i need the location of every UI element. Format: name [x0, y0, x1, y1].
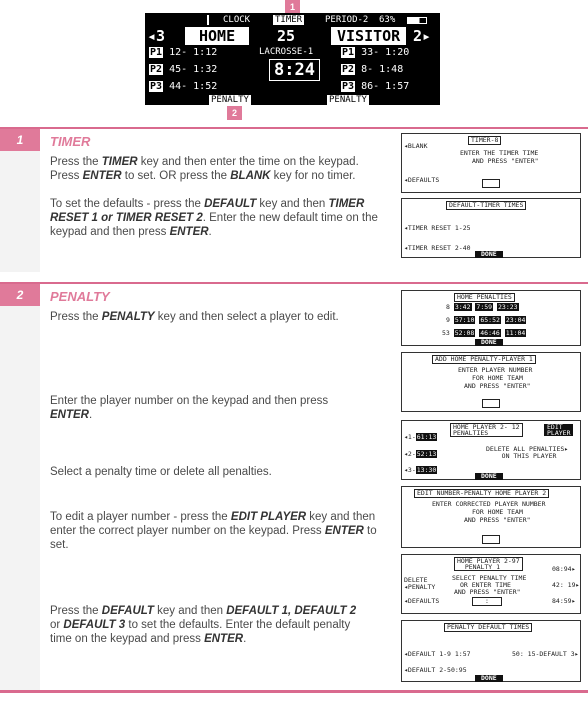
home-team-label: HOME [185, 27, 249, 45]
battery-percent: 63% [379, 15, 396, 25]
penalty-step-edit: To edit a player number - press the EDIT PLAYER key and then enter the correct player number on the keypad. Press ENTER to set. [50, 511, 377, 551]
home-penalty-label: PENALTY [211, 95, 249, 105]
lcd-penalty-3[interactable]: ◂3-13:30 [404, 466, 437, 474]
timer-label: TIMER [275, 15, 303, 25]
lcd-preset-2[interactable]: 42: 19▸ [552, 581, 580, 589]
lcd-done-button[interactable]: DONE [475, 251, 503, 258]
lcd-edit-player-softkey[interactable]: EDIT PLAYER [544, 424, 573, 436]
home-penalty-row: P2 45- 1:32 [150, 64, 218, 75]
lcd-defaults-softkey[interactable]: ◂DEFAULTS [404, 176, 440, 184]
timer-value: 25 [277, 27, 296, 45]
lcd-delete-penalty[interactable]: DELETE ◂PENALTY [404, 576, 436, 591]
lcd-header: ADD HOME PENALTY-PLAYER 1 [432, 355, 536, 364]
lcd-preset-1[interactable]: 08:94▸ [552, 565, 576, 573]
penalty-step-select: Press the PENALTY key and then select a player to edit. [50, 311, 339, 323]
visitor-penalty-label: PENALTY [329, 95, 367, 105]
lcd-preset-3[interactable]: 84:59▸ [552, 597, 576, 605]
timer-instructions: Press the TIMER key and then enter the time on the keypad. Press ENTER to set. OR press the BLANK key for no timer. [50, 156, 359, 182]
lcd-edit-number-screen [401, 486, 581, 548]
lcd-add-penalty-screen [401, 352, 581, 412]
period-label: PERIOD-2 [325, 15, 369, 25]
lcd-penalty-row[interactable]: 53 52:08 46:46 11:04 [442, 329, 526, 337]
lcd-text: AND PRESS "ENTER" [464, 516, 531, 524]
lcd-time-entry: : [472, 597, 502, 606]
section-title: TIMER [50, 134, 91, 149]
visitor-team-label: VISITOR [331, 27, 406, 45]
lcd-text: ENTER THE TIMER TIME [460, 149, 539, 157]
lcd-penalty-1[interactable]: ◂1-61:13 [404, 433, 437, 441]
home-penalty-row: P3 44- 1:52 [150, 81, 218, 92]
lcd-text: ENTER PLAYER NUMBER [458, 366, 533, 374]
lcd-timer-screen [401, 133, 581, 193]
lcd-done-button[interactable]: DONE [475, 339, 503, 346]
lcd-text: FOR HOME TEAM [472, 508, 523, 516]
timer-default-instructions: To set the defaults - press the DEFAULT key and then TIMER RESET 1 or TIMER RESET 2. Enter the new default time on the keypad and then press ENTER. [50, 198, 378, 238]
lcd-text: AND PRESS "ENTER" [472, 157, 539, 165]
lcd-penalty-entry-screen [401, 554, 581, 614]
bottom-rule [0, 690, 588, 693]
lcd-text: OR ENTER TIME [460, 581, 511, 589]
visitor-penalty-row: P1 33- 1:20 [342, 47, 410, 58]
lcd-blank-softkey[interactable]: ◂BLANK [404, 142, 428, 150]
penalty-step-time: Select a penalty time or delete all penalties. [50, 466, 272, 478]
penalty-step-number: Enter the player number on the keypad and then press ENTER. [50, 395, 329, 421]
lcd-penalty-row[interactable]: 9 57:10 65:52 23:04 [446, 316, 526, 324]
callout-badge-2: 2 [227, 106, 242, 120]
lcd-default-2[interactable]: ◂DEFAULT 2-50:95 [404, 666, 467, 674]
lcd-default-3[interactable]: 50: 15-DEFAULT 3▸ [512, 650, 579, 658]
lcd-timer-reset-1[interactable]: ◂TIMER RESET 1-25 [404, 224, 471, 232]
lcd-done-button[interactable]: DONE [475, 675, 503, 682]
game-clock: 8:24 [269, 59, 320, 81]
lcd-entry-box [482, 535, 500, 544]
penalty-step-defaults: Press the DEFAULT key and then DEFAULT 1, DEFAULT 2 or DEFAULT 3 to set the defaults. Enter the default penalty time on the keypad and press ENTER. [50, 605, 357, 645]
lcd-header: HOME PLAYER 2-97 PENALTY 1 [454, 557, 523, 571]
lcd-header: HOME PLAYER 2- 12 PENALTIES [450, 423, 523, 437]
visitor-penalty-row: P2 8- 1:48 [342, 64, 404, 75]
section-sidebar [0, 306, 40, 690]
home-penalty-row: P1 12- 1:12 [150, 47, 218, 58]
lcd-header: EDIT NUMBER-PENALTY HOME PLAYER 2 [414, 489, 549, 498]
lcd-text: AND PRESS "ENTER" [464, 382, 531, 390]
lcd-text: FOR HOME TEAM [472, 374, 523, 382]
lcd-player-penalties-screen [401, 420, 581, 480]
lcd-entry-box [482, 179, 500, 188]
section-number: 1 [0, 129, 40, 151]
lcd-delete-all[interactable]: DELETE ALL PENALTIES▸ ON THIS PLAYER [486, 445, 569, 460]
lcd-header: DEFAULT-TIMER TIMES [446, 201, 526, 210]
lcd-defaults-softkey[interactable]: ◂DEFAULTS [404, 597, 440, 605]
visitor-possession-arrow: 2▸ [413, 27, 432, 45]
lcd-entry-box [482, 399, 500, 408]
lcd-default-timer-screen [401, 198, 581, 258]
lcd-timer-reset-2[interactable]: ◂TIMER RESET 2-40 [404, 244, 471, 252]
section-sidebar [0, 151, 40, 272]
lcd-home-penalties-screen [401, 290, 581, 346]
section-number: 2 [0, 284, 40, 306]
lcd-text: ENTER CORRECTED PLAYER NUMBER [432, 500, 546, 508]
lcd-done-button[interactable]: DONE [475, 473, 503, 480]
section-title: PENALTY [50, 289, 110, 304]
lcd-default-1[interactable]: ◂DEFAULT 1-9 1:57 [404, 650, 471, 658]
lcd-text: SELECT PENALTY TIME [452, 574, 527, 582]
scoreboard-display [145, 13, 440, 105]
visitor-penalty-row: P3 86- 1:57 [342, 81, 410, 92]
home-possession-arrow: ◂3 [147, 27, 166, 45]
lcd-penalty-row[interactable]: 8 3:42 7:59 23:23 [446, 303, 518, 311]
lcd-penalty-2[interactable]: ◂2-52:13 [404, 450, 437, 458]
lcd-header: PENALTY DEFAULT TIMES [444, 623, 532, 632]
callout-badge-1: 1 [285, 0, 300, 14]
sport-label: LACROSSE-1 [259, 47, 314, 57]
lcd-header: TIMER-8 [468, 136, 501, 145]
battery-icon [407, 17, 427, 24]
lcd-penalty-defaults-screen [401, 620, 581, 682]
lcd-text: AND PRESS "ENTER" [454, 588, 521, 596]
lcd-header: HOME PENALTIES [454, 293, 515, 302]
clock-label: CLOCK [207, 15, 250, 25]
